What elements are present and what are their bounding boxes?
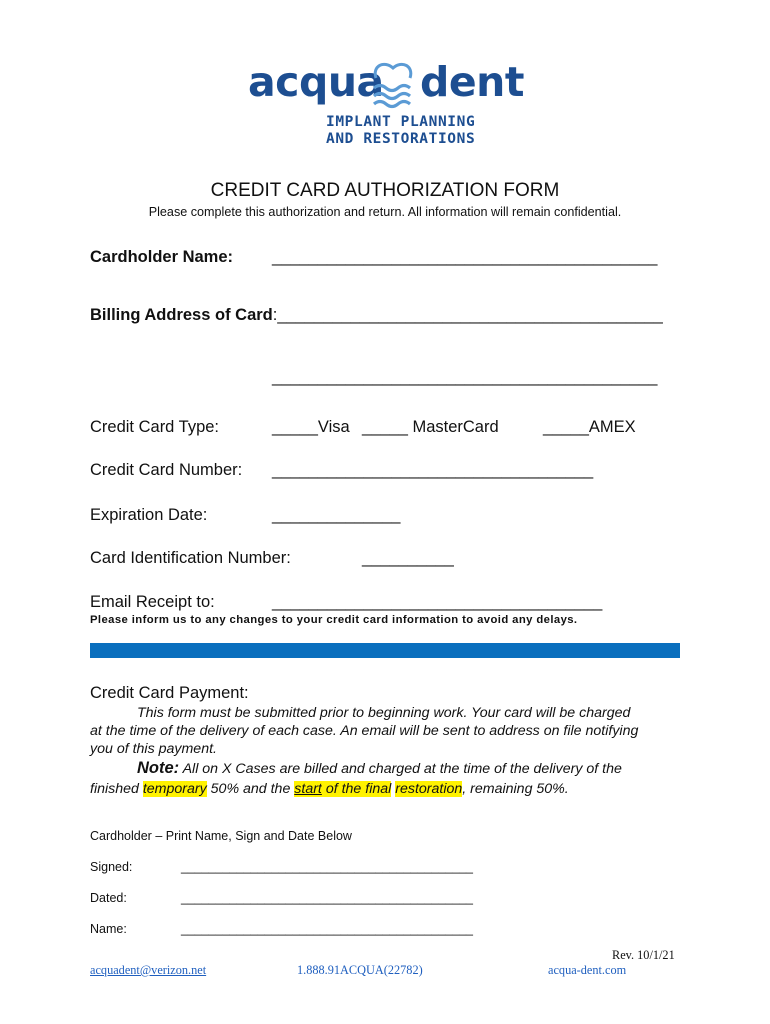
name-label: Name:	[90, 922, 127, 936]
logo-tagline-line1: IMPLANT PLANNING	[326, 114, 476, 130]
payment-paragraph-line1: This form must be submitted prior to beginning work. Your card will be charged	[137, 705, 631, 721]
name-field[interactable]: __________________________________________	[181, 922, 473, 936]
billing-address-field-line2[interactable]: __________________________________________	[272, 368, 658, 386]
payment-paragraph-line3: you of this payment.	[90, 741, 217, 757]
highlight-of-the-final: of the final	[321, 781, 392, 797]
signed-label: Signed:	[90, 860, 133, 874]
note-line2	[90, 781, 569, 797]
billing-address-row	[90, 306, 663, 325]
tooth-wave-icon	[368, 60, 418, 116]
dated-label: Dated:	[90, 891, 127, 905]
card-number-field[interactable]: ___________________________________	[272, 461, 594, 479]
payment-heading: Credit Card Payment:	[90, 684, 249, 702]
card-number-label: Credit Card Number:	[90, 461, 243, 479]
card-type-mastercard-option[interactable]: _____ MasterCard	[362, 418, 499, 436]
note-end: , remaining 50%.	[462, 781, 569, 797]
expiration-date-field[interactable]: ______________	[272, 506, 401, 524]
logo-tagline-line2: AND RESTORATIONS	[326, 131, 476, 147]
expiration-date-label: Expiration Date:	[90, 506, 208, 524]
cardholder-name-label: Cardholder Name:	[90, 248, 234, 266]
email-receipt-field[interactable]: ____________________________________	[272, 593, 603, 611]
footer-website-link[interactable]: acqua-dent.com	[548, 963, 627, 977]
note-label: Note:	[137, 759, 180, 777]
changes-notice: Please inform us to any changes to your credit card information to avoid any delays.	[90, 614, 578, 626]
note-text-line1: All on X Cases are billed and charged at the time of the delivery of the	[179, 761, 622, 777]
acquadent-logo	[240, 58, 530, 150]
highlight-temporary: temporary	[142, 781, 207, 797]
payment-paragraph-line2: at the time of the delivery of each case. An email will be sent to address on file notifying	[90, 723, 639, 739]
billing-address-field[interactable]: __________________________________________	[277, 306, 663, 324]
card-type-amex-option[interactable]: _____AMEX	[543, 418, 636, 436]
note-pre: finished	[90, 781, 143, 797]
form-title: CREDIT CARD AUTHORIZATION FORM	[210, 180, 560, 201]
form-subtitle: Please complete this authorization and return. All information will remain confidential.	[148, 205, 622, 219]
note-line1	[137, 759, 622, 778]
card-type-visa-option[interactable]: _____Visa	[272, 418, 350, 436]
dated-field[interactable]: __________________________________________	[181, 891, 473, 905]
billing-address-label: Billing Address of Card	[90, 306, 273, 324]
billing-address-colon: :	[272, 306, 278, 324]
signed-field[interactable]: __________________________________________	[181, 860, 473, 874]
note-mid1: 50% and the	[206, 781, 295, 797]
revision-date: Rev. 10/1/21	[612, 948, 675, 962]
signature-heading: Cardholder – Print Name, Sign and Date Below	[90, 829, 352, 843]
footer-phone: 1.888.91ACQUA(22782)	[297, 963, 423, 977]
section-divider-bar	[90, 643, 680, 658]
card-id-field[interactable]: __________	[362, 549, 454, 567]
logo-word-right: dent	[420, 58, 524, 106]
card-type-label: Credit Card Type:	[90, 418, 220, 436]
logo-word-left: acqua	[248, 58, 384, 106]
highlight-restoration: restoration	[395, 781, 463, 797]
cardholder-name-field[interactable]: __________________________________________	[272, 248, 658, 266]
card-id-label: Card Identification Number:	[90, 549, 291, 567]
highlight-start: start	[294, 781, 322, 797]
email-receipt-label: Email Receipt to:	[90, 593, 215, 611]
footer-email-link[interactable]: acquadent@verizon.net	[90, 963, 207, 977]
